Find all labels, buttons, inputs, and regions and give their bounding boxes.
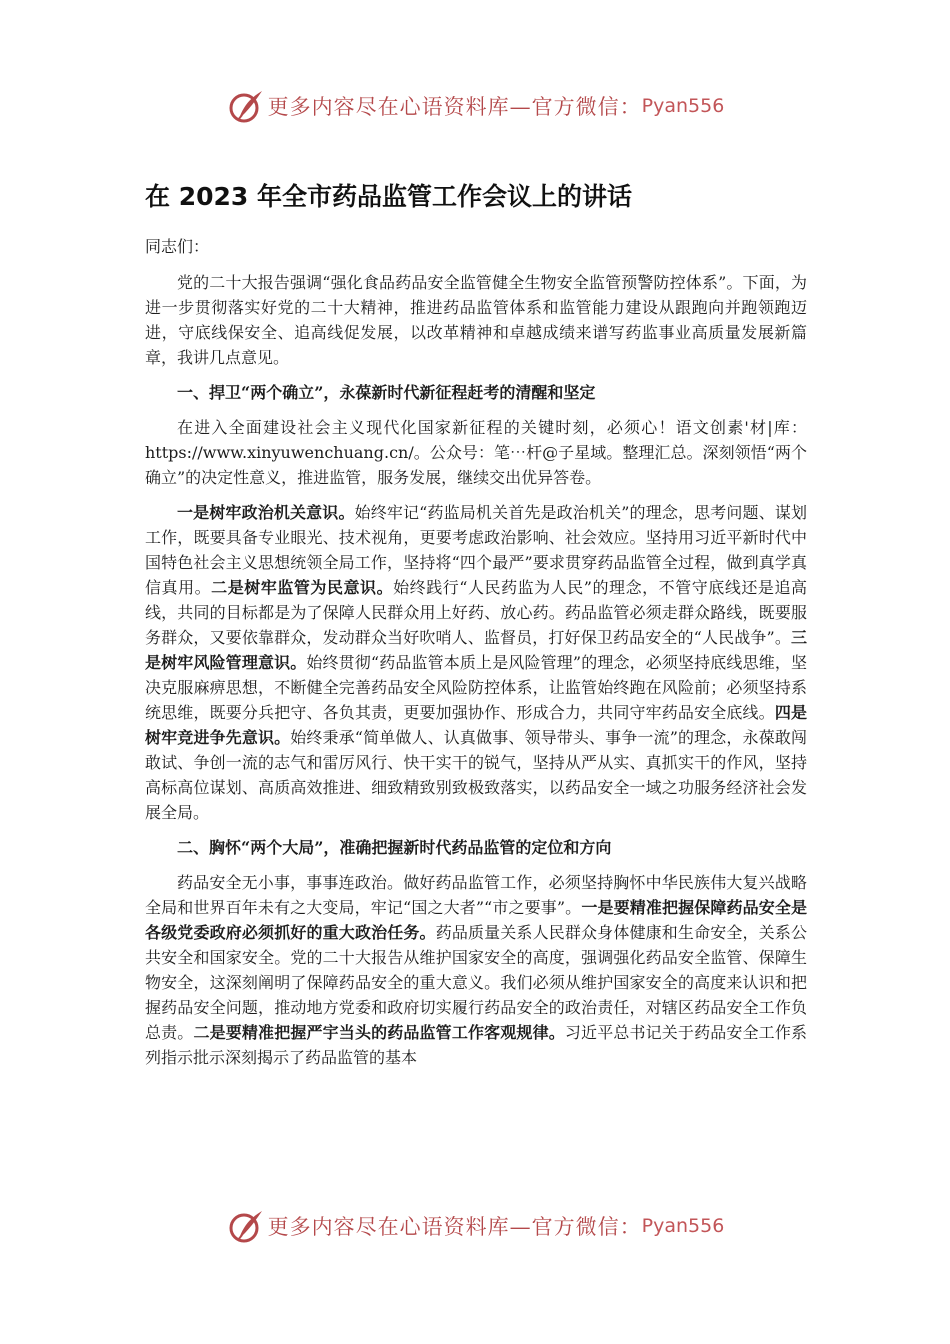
point-4-body: 始终秉承“简单做人、认真做事、领导带头、事争一流”的理念，永葆敢闯敢试、争创一流的志气和雷厉风行、快干实干的锐气，坚持从严从实、真抓实干的作风，坚持高标高位谋划、高质高效推进、细致精致别致极致落实，以药品安全一域之功服务经济社会发展全局。 xyxy=(145,728,807,822)
document-body xyxy=(145,178,807,1080)
section-2-opening: 药品安全无小事，事事连政治。做好药品监管工作，必须坚持胸怀中华民族伟大复兴战略全局和世界百年未有之大变局，牢记“国之大者”“市之要事”。 xyxy=(145,873,807,917)
section-2-heading: 二、胸怀“两个大局”，准确把握新时代药品监管的定位和方向 xyxy=(177,838,612,857)
watermark-wechat-id: Pyan556 xyxy=(641,95,725,117)
section-2-point-2-lead: 二是要精准把握严宇当头的药品监管工作客观规律。 xyxy=(193,1023,565,1042)
section-2-point-1-body: 药品质量关系人民群众身体健康和生命安全，关系公共安全和国家安全。党的二十大报告从维护国家安全的高度，强调强化药品安全监管、保障生物安全，这深刻阐明了保障药品安全的重大意义。我们必须从维护国家安全的高度来认识和把握药品安全问题，推动地方党委和政府切实履行药品安全的政治责任，对辖区药品安全工作负总责。 xyxy=(145,923,807,1042)
watermark-banner-top xyxy=(0,82,950,130)
point-3-lead: 三是树牢风险管理意识。 xyxy=(145,628,807,672)
point-4-lead: 四是树牢竞进争先意识。 xyxy=(145,703,807,747)
watermark-banner-bottom xyxy=(0,1202,950,1250)
section-1-heading: 一、捍卫“两个确立”，永葆新时代新征程赶考的清醒和坚定 xyxy=(177,383,596,402)
section-2-point-1-lead: 一是要精准把握保障药品安全是各级党委政府必须抓好的重大政治任务。 xyxy=(145,898,807,942)
section-1-paragraph-1: 在进入全面建设社会主义现代化国家新征程的关键时刻，必须心！语文创素'材|库：https://www.xinyuwenchuang.cn/。公众号：笔⋯杆@子星域。整理汇总。深刻领悟“两个确立”的决定性意义，推进监管，服务发展，继续交出优异答卷。 xyxy=(145,418,807,487)
quill-logo-icon xyxy=(226,86,266,126)
document-title: 在 2023 年全市药品监管工作会议上的讲话 xyxy=(145,182,632,211)
point-1-body: 始终牢记“药监局机关首先是政治机关”的理念，思考问题、谋划工作，既要具备专业眼光、技术视角，更要考虑政治影响、社会效应。坚持用习近平新时代中国特色社会主义思想统领全局工作，坚持将“四个最严”要求贯穿药品监管全过程，做到真学真信真用。 xyxy=(145,503,807,597)
watermark-text: 更多内容尽在心语资料库—官方微信： xyxy=(267,95,642,119)
quill-logo-icon xyxy=(226,1206,266,1246)
salutation: 同志们： xyxy=(145,237,210,256)
section-2-paragraph-1 xyxy=(145,870,807,1070)
section-2-point-2-body: 习近平总书记关于药品安全工作系列指示批示深刻揭示了药品监管的基本 xyxy=(145,1023,807,1067)
point-2-lead: 二是树牢监管为民意识。 xyxy=(211,578,394,597)
point-1-lead: 一是树牢政治机关意识。 xyxy=(177,503,355,522)
watermark-text: 更多内容尽在心语资料库—官方微信： xyxy=(267,1215,642,1239)
intro-paragraph: 党的二十大报告强调“强化食品药品安全监管健全生物安全监管预警防控体系”。下面，为进一步贯彻落实好党的二十大精神，推进药品监管体系和监管能力建设从跟跑向并跑领跑迈进，守底线保安全、追高线促发展，以改革精神和卓越成绩来谱写药监事业高质量发展新篇章，我讲几点意见。 xyxy=(145,273,807,367)
section-1-paragraph-2 xyxy=(145,500,807,825)
point-2-body: 始终践行“人民药监为人民”的理念，不管守底线还是追高线，共同的目标都是为了保障人民群众用上好药、放心药。药品监管必须走群众路线，既要服务群众，又要依靠群众，发动群众当好吹哨人、监督员，打好保卫药品安全的“人民战争”。 xyxy=(145,578,807,647)
watermark-wechat-id: Pyan556 xyxy=(641,1215,725,1237)
point-3-body: 始终贯彻“药品监管本质上是风险管理”的理念，必须坚持底线思维，坚决克服麻痹思想，不断健全完善药品安全风险防控体系，让监管始终跑在风险前；必须坚持系统思维，既要分兵把守、各负其责，更要加强协作、形成合力，共同守牢药品安全底线。 xyxy=(145,653,807,722)
